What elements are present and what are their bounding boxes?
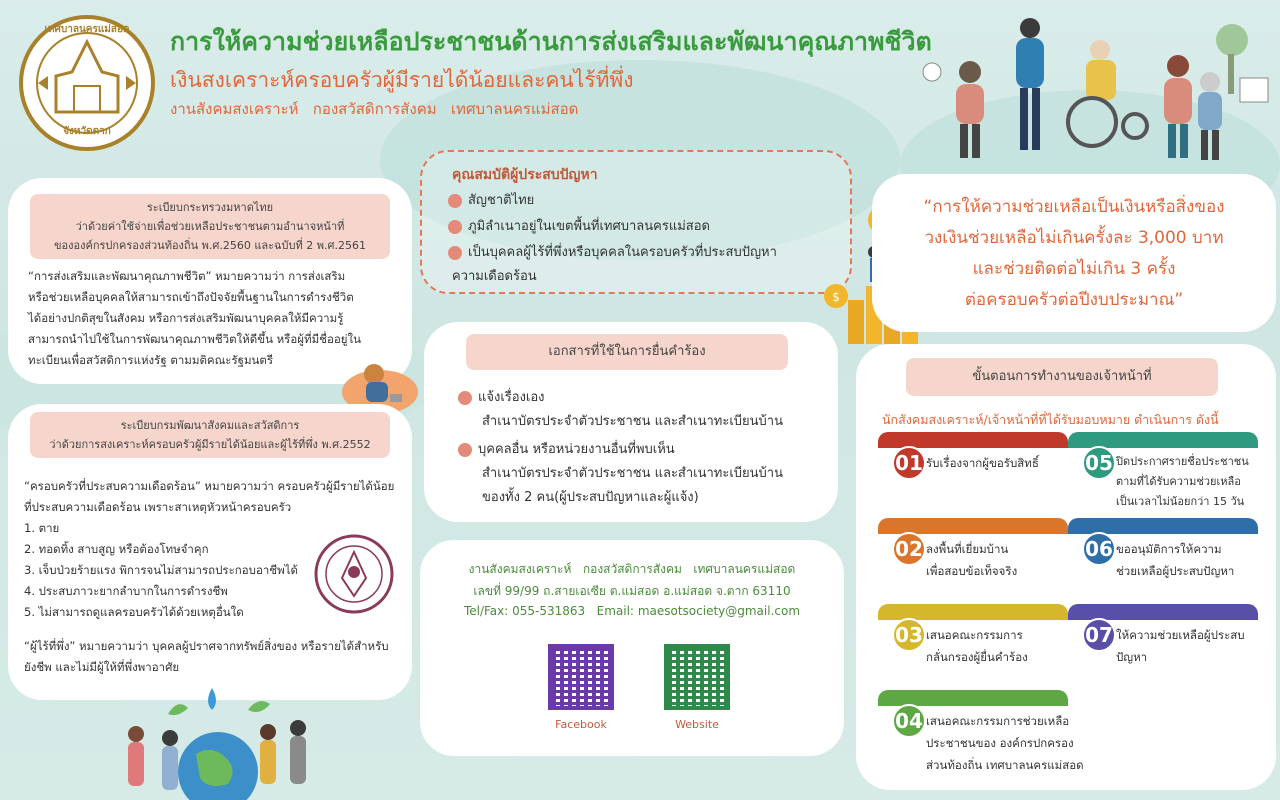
document-item [458,386,783,434]
documents-title: เอกสารที่ใช้ในการยื่นคำร้อง [466,334,788,370]
contact-card [420,540,844,756]
bullet-dot [448,246,462,260]
quote-line: และช่วยติดต่อไม่เกิน 3 ครั้ง [972,259,1176,279]
step-line: เสนอคณะกรรมการ [926,628,1023,642]
step-01 [878,432,1068,512]
email-label: Email: [596,604,634,618]
procedure-card [856,344,1276,790]
step-line: ให้ความช่วยเหลือผู้ประสบ [1116,628,1245,642]
quote-line: ต่อครอบครัวต่อปีงบประมาณ” [964,290,1184,310]
qualification-text: สัญชาติไทย [468,193,535,208]
step-number: 03 [892,618,926,652]
quote-text [872,192,1276,316]
cause-item: 3. เจ็บป่วยร้ายแรง พิการจนไม่สามารถประกอบอาชีพได้ [24,563,298,577]
banner-line: ว่าด้วยการสงเคราะห์ครอบครัวผู้มีรายได้น้อยและผู้ไร้ที่พึ่ง พ.ศ.2552 [49,438,371,451]
step-line: ปิดประกาศรายชื่อประชาชน [1116,455,1249,468]
body-line: ได้อย่างปกติสุขในสังคม หรือการส่งเสริมพัฒนาบุคคลให้มีความรู้ [28,311,344,325]
contact-line [420,604,844,618]
step-05 [1068,432,1258,512]
step-07 [1068,604,1258,684]
seal-text-top: เทศบาลนครแม่สอด [44,24,130,35]
step-number: 01 [892,446,926,480]
regulation-card-social [8,404,412,700]
step-line: ขออนุมัติการให้ความ [1116,542,1222,556]
step-number: 06 [1082,532,1116,566]
regulation-banner [30,194,390,259]
body-line: ทะเบียนเพื่อสวัสดิการแห่งรัฐ ตามมติคณะรัฐมนตรี [28,353,274,367]
cause-item: 4. ประสบภาวะยากลำบากในการดำรงชีพ [24,584,228,598]
step-line: ลงพื้นที่เยี่ยมบ้าน [926,542,1009,556]
facebook-qr-code[interactable] [548,644,614,710]
definition-homeless [24,636,410,678]
step-line: เพื่อสอบข้อเท็จจริง [926,564,1018,578]
qualification-text-cont: ความเดือดร้อน [452,269,537,284]
quote-line: วงเงินช่วยเหลือไม่เกินครั้งละ 3,000 บาท [924,228,1224,248]
regulation-card-interior [8,178,412,384]
step-06 [1068,518,1258,598]
step-line: เสนอคณะกรรมการช่วยเหลือ [926,714,1070,728]
step-line: ตามที่ได้รับความช่วยเหลือ [1116,475,1241,488]
org-line: งานสังคมสงเคราะห์ กองสวัสดิการสังคม เทศบาลนครแม่สอด [170,100,579,118]
step-line: ช่วยเหลือผู้ประสบปัญหา [1116,564,1235,578]
step-02 [878,518,1068,598]
step-03 [878,604,1068,684]
step-number: 02 [892,532,926,566]
banner-line: ระเบียบกรมพัฒนาสังคมและสวัสดิการ [120,419,300,432]
banner-line: ว่าด้วยค่าใช้จ่ายเพื่อช่วยเหลือประชาชนตามอำนาจหน้าที่ [75,220,345,233]
bullet-dot [458,391,472,405]
step-04 [878,690,1084,786]
step-number: 07 [1082,618,1116,652]
assistance-limit-quote-card [872,174,1276,332]
bullet-dot [448,194,462,208]
community-illustration [108,684,328,800]
phone-label: Tel/Fax: [463,604,509,618]
procedure-title: ขั้นตอนการทำงานของเจ้าหน้าที่ [906,358,1218,396]
bullet-dot [448,220,462,234]
document-head: บุคคลอื่น หรือหน่วยงานอื่นที่พบเห็น [478,442,675,457]
step-line: กลั่นกรองผู้ยื่นคำร้อง [926,650,1028,664]
contact-address: เลขที่ 99/99 ถ.สายเอเซีย ต.แม่สอด อ.แม่สอด จ.ตาก 63110 [473,584,791,598]
email-link[interactable]: maesotsociety@gmail.com [637,604,801,618]
website-qr-code[interactable] [664,644,730,710]
body-line: หรือช่วยเหลือบุคคลให้สามารถเข้าถึงปัจจัยพื้นฐานในการดำรงชีวิต [28,290,354,304]
qualification-item [448,242,777,263]
page-title: การให้ความช่วยเหลือประชาชนด้านการส่งเสริมและพัฒนาคุณภาพชีวิต [170,27,932,56]
banner-line: ระเบียบกระทรวงมหาดไทย [146,201,274,214]
step-text [926,710,1101,776]
contact-org: งานสังคมสงเคราะห์ กองสวัสดิการสังคม เทศบาลนครแม่สอด [468,562,796,576]
qualification-item [448,190,534,211]
step-text [926,624,1071,668]
document-line: สำเนาบัตรประจำตัวประชาชน และสำเนาทะเบียนบ้าน [482,466,783,481]
document-line: สำเนาบัตรประจำตัวประชาชน และสำเนาทะเบียนบ้าน [482,414,783,429]
qualification-item [448,216,710,237]
qualifications-box [420,150,852,294]
step-line: ประชาชนของ องค์กรปกครอง [926,736,1074,750]
cause-item: 2. ทอดทิ้ง สาบสูญ หรือต้องโทษจำคุก [24,542,209,556]
document-head: แจ้งเรื่องเอง [478,390,545,405]
step-text [1116,624,1266,668]
body-line: ที่ประสบความเดือดร้อน เพราะสาเหตุหัวหน้าครอบครัว [24,500,292,514]
document-item [458,438,783,510]
body-line: “ผู้ไร้ที่พึ่ง” หมายความว่า บุคคลผู้ปราศจากทรัพย์สิ่งของ หรือรายได้สำหรับ [24,639,389,653]
body-line: “การส่งเสริมและพัฒนาคุณภาพชีวิต” หมายความว่า การส่งเสริม [28,269,346,283]
qualification-text: ภูมิลำเนาอยู่ในเขตพื้นที่เทศบาลนครแม่สอด [468,219,710,234]
seal-text-bottom: จังหวัดตาก [63,126,111,137]
step-text [926,452,1071,474]
page-subtitle: เงินสงเคราะห์ครอบครัวผู้มีรายได้น้อยและคนไร้ที่พึ่ง [170,68,634,92]
cause-item: 1. ตาย [24,521,60,535]
department-seal [314,534,394,614]
qualification-text: เป็นบุคคลผู้ไร้ที่พึ่งหรือบุคคลในครอบครัวที่ประสบปัญหา [468,245,777,260]
qualifications-title: คุณสมบัติผู้ประสบปัญหา [452,167,598,183]
bullet-dot [458,443,472,457]
step-number: 05 [1082,446,1116,480]
svg-text:$: $ [832,290,840,304]
caregivers-illustration [910,10,1280,170]
phone-number[interactable]: 055-531863 [512,604,586,618]
step-line: ปัญหา [1116,650,1148,664]
procedure-subtitle: นักสังคมสงเคราะห์/เจ้าหน้าที่ที่ได้รับมอบหมาย ดำเนินการ ดังนี้ [882,412,1219,427]
step-number: 04 [892,704,926,738]
regulation-banner [30,412,390,458]
step-text [1116,538,1266,582]
facebook-qr-label: Facebook [555,718,607,731]
website-qr-label: Website [675,718,719,731]
body-line: สามารถนำไปใช้ในการพัฒนาคุณภาพชีวิตให้ดีขึ้น หรือผู้ที่มีชื่ออยู่ใน [28,332,361,346]
documents-card [424,322,838,522]
body-line: ยังชีพ และไม่มีผู้ให้ที่พึ่งพาอาศัย [24,660,180,674]
cause-item: 5. ไม่สามารถดูแลครอบครัวได้ด้วยเหตุอื่นใด [24,605,244,619]
step-line: ส่วนท้องถิ่น เทศบาลนครแม่สอด [926,758,1084,772]
step-line: เป็นเวลาไม่น้อยกว่า 15 วัน [1116,495,1245,508]
banner-line: ขององค์กรปกครองส่วนท้องถิ่น พ.ศ.2560 และฉบับที่ 2 พ.ศ.2561 [54,239,366,252]
step-line: รับเรื่องจากผู้ขอรับสิทธิ์ [926,456,1039,470]
step-text [926,538,1071,582]
body-line: “ครอบครัวที่ประสบความเดือดร้อน” หมายความว่า ครอบครัวผู้มีรายได้น้อย [24,479,395,493]
quote-line: “การให้ความช่วยเหลือเป็นเงินหรือสิ่งของ [923,197,1225,217]
step-text [1116,452,1266,512]
document-line: ของทั้ง 2 คน(ผู้ประสบปัญหาและผู้แจ้ง) [482,490,699,505]
